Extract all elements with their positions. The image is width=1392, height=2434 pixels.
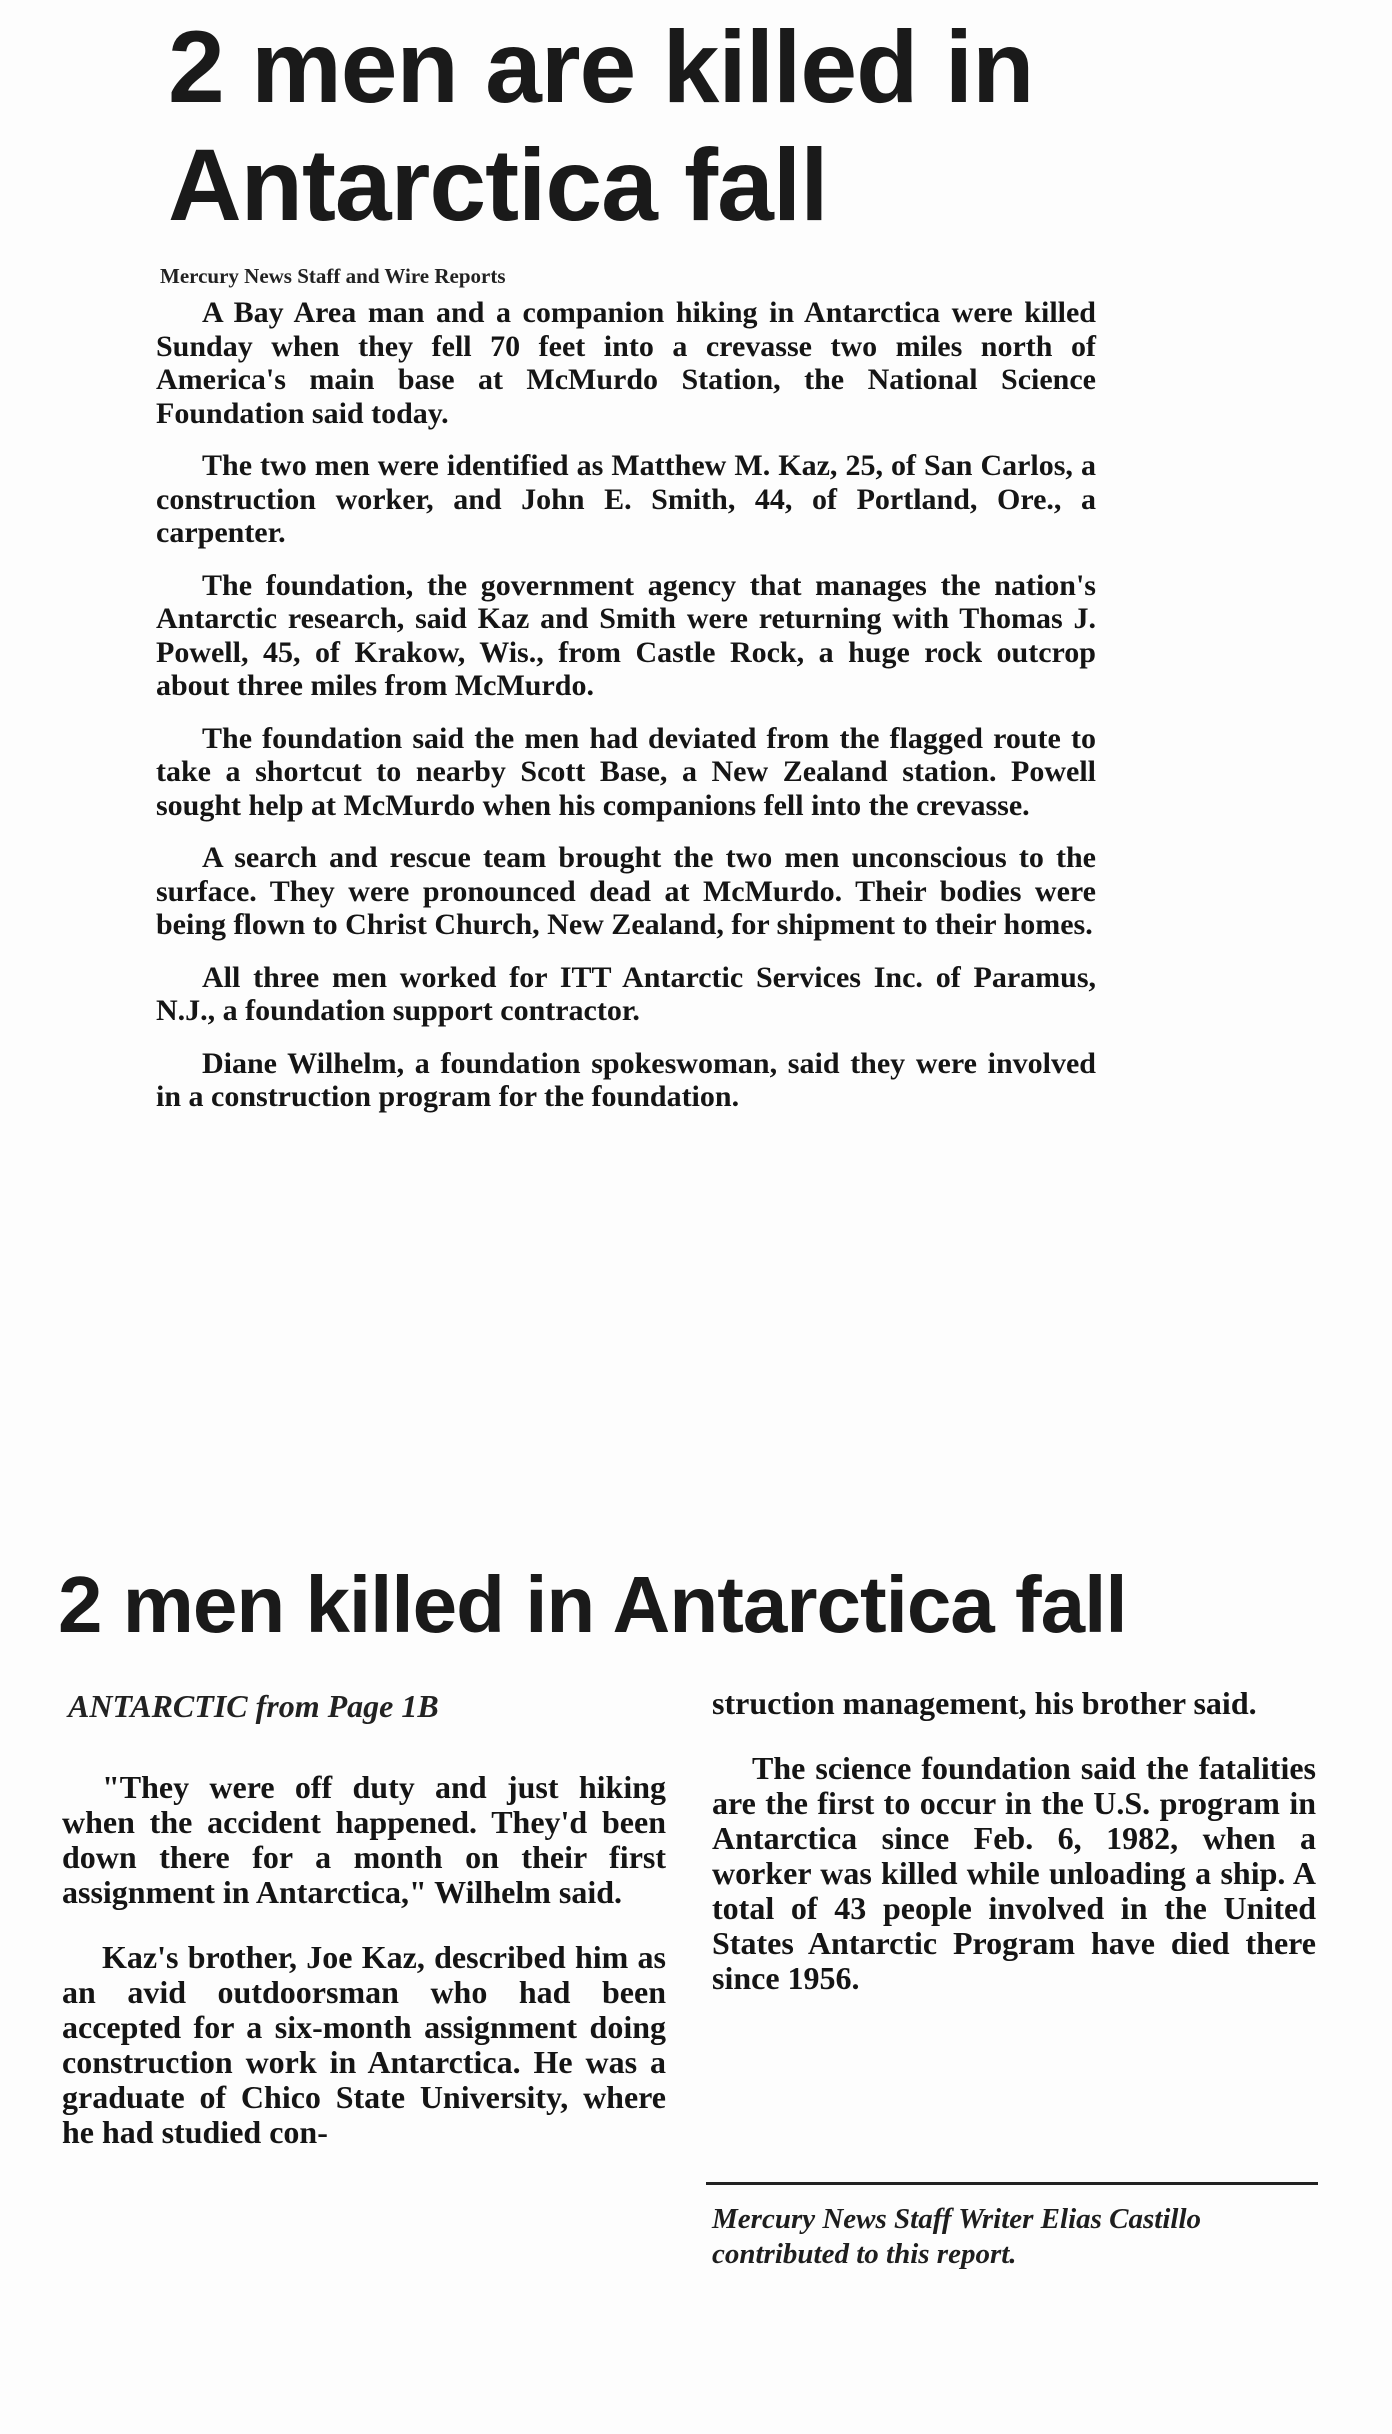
- paragraph: The science foundation said the fatalities are the first to occur in the U.S. program in Antarctica since Feb. 6, 1982, when a worker was killed while unloading a ship. A total of 43 people involved in the United States Antarctic Program have died there since 1956.: [712, 1750, 1316, 1996]
- jump-headline: 2 men killed in Antarctica fall: [58, 1560, 1127, 1649]
- paragraph: The foundation said the men had deviated from the flagged route to take a shortcut to nearby Scott Base, a New Zealand station. Powell sought help at McMurdo when his companions fell into the crevasse.: [156, 721, 1096, 822]
- paragraph: A Bay Area man and a companion hiking in Antarctica were killed Sunday when they fell 70 feet into a crevasse two miles north of America's main base at McMurdo Station, the National Science Foundation said today.: [156, 296, 1096, 430]
- jump-right-column: [712, 1686, 1316, 2026]
- top-story-body: [156, 296, 1096, 1133]
- paragraph: Diane Wilhelm, a foundation spokeswoman, said they were involved in a construction program for the foundation.: [156, 1046, 1096, 1113]
- paragraph: A search and rescue team brought the two men unconscious to the surface. They were pronounced dead at McMurdo. Their bodies were being flown to Christ Church, New Zealand, for shipment to their homes.: [156, 841, 1096, 941]
- paragraph: "They were off duty and just hiking when the accident happened. They'd been down there for a month on their first assignment in Antarctica," Wilhelm said.: [62, 1769, 666, 1910]
- paragraph: Kaz's brother, Joe Kaz, described him as an avid outdoorsman who had been accepted for a six-month assignment doing construction work in Antarctica. He was a graduate of Chico State University, where he had studied con-: [62, 1939, 666, 2150]
- contributor-credit: Mercury News Staff Writer Elias Castillo contributed to this report.: [712, 2203, 1202, 2270]
- top-headline: 2 men are killed in Antarctica fall: [168, 10, 1034, 242]
- jump-left-column: [62, 1770, 666, 2180]
- jump-line: ANTARCTIC from Page 1B: [68, 1688, 439, 1724]
- paragraph: The two men were identified as Matthew M. Kaz, 25, of San Carlos, a construction worker, and John E. Smith, 44, of Portland, Ore., a carpenter.: [156, 449, 1096, 549]
- paragraph: The foundation, the government agency that manages the nation's Antarctic research, said Kaz and Smith were returning with Thomas J. Powell, 45, of Krakow, Wis., from Castle Rock, a huge rock outcrop about three miles from McMurdo.: [156, 568, 1096, 702]
- paragraph: All three men worked for ITT Antarctic Services Inc. of Paramus, N.J., a foundation support contractor.: [156, 960, 1096, 1027]
- paragraph: struction management, his brother said.: [712, 1685, 1257, 1721]
- credit-divider: [706, 2182, 1318, 2185]
- byline: Mercury News Staff and Wire Reports: [160, 264, 506, 288]
